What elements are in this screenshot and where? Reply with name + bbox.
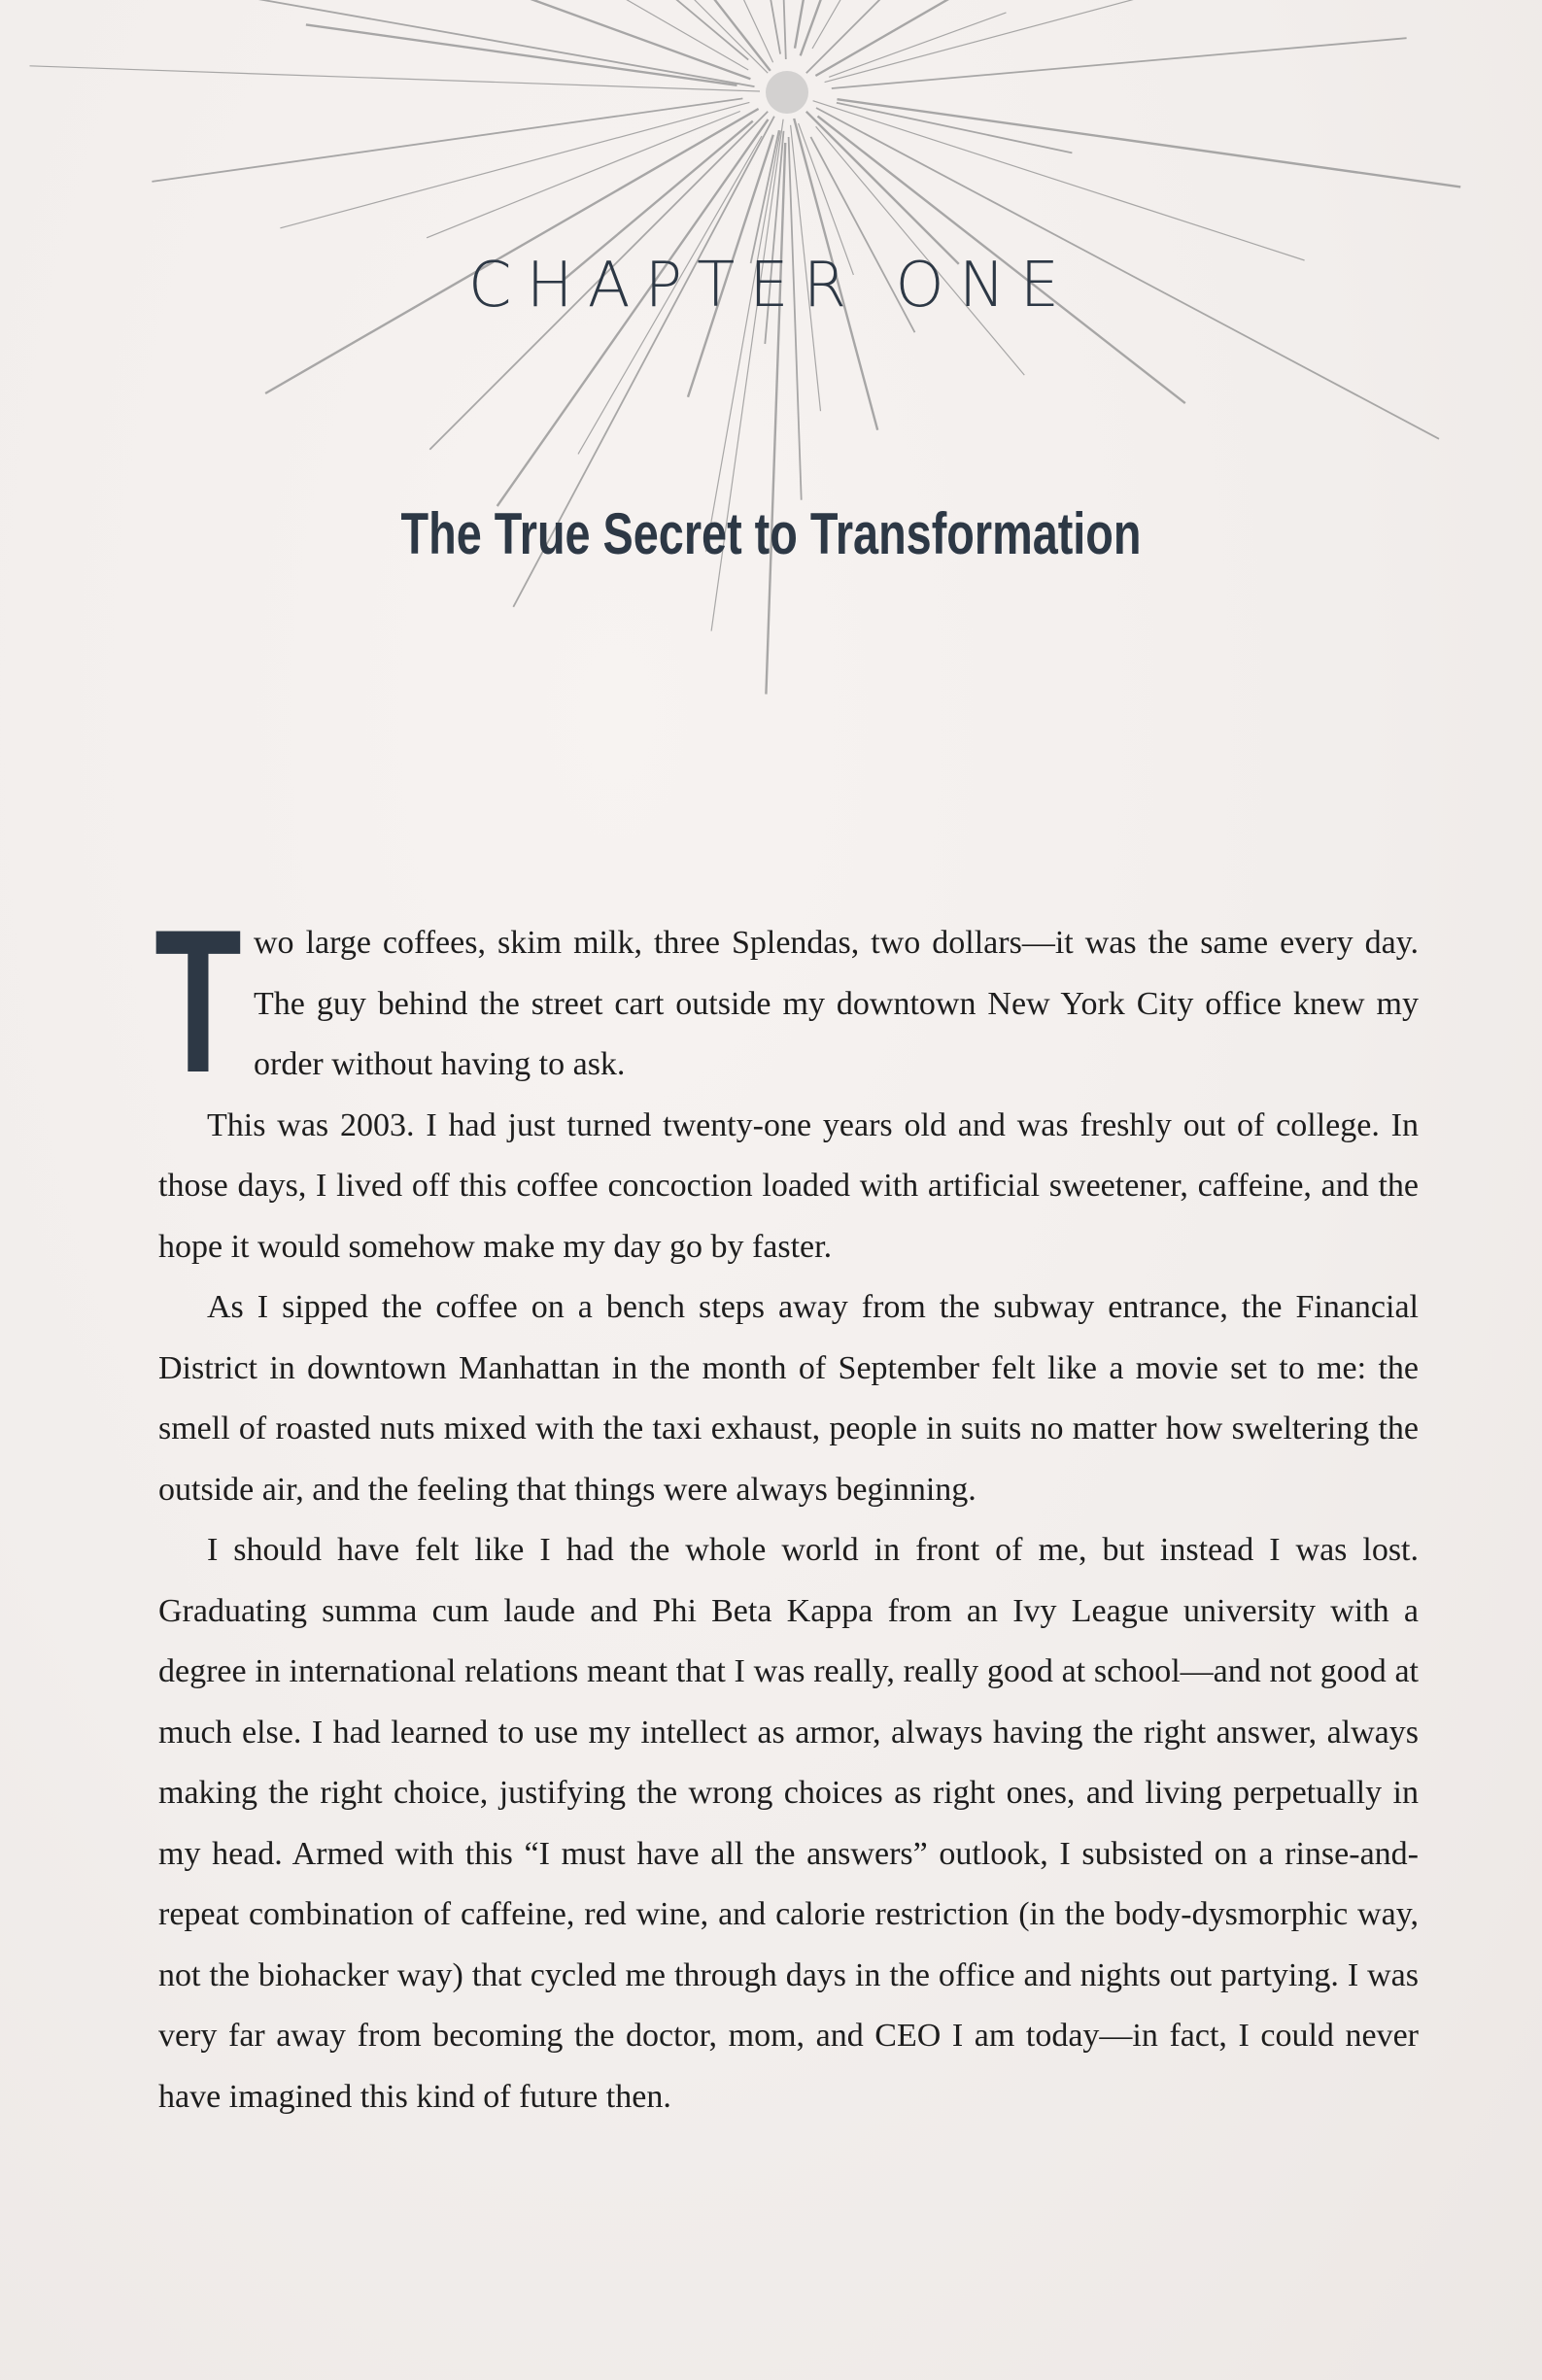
paragraph-3: As I sipped the coffee on a bench steps away from the subway entrance, the Financial District in downtown Manhattan in the month of September felt like a movie set to me: the smell of roasted nuts mixed with the taxi exhaust, people in suits no matter how sweltering the outside air, and the feeling that things were always beginning.: [158, 1289, 1419, 1508]
paragraph-4: I should have felt like I had the whole world in front of me, but instead I was lost. Graduating summa cum laude and Phi Beta Kappa from an Ivy League university with a degree in international relations meant that I was really, really good at school—and not good at much else. I had learned to use my intellect as armor, always having the right answer, always making the right choice, justifying the wrong choices as right ones, and living perpetually in my head. Armed with this “I must have all the answers” outlook, I subsisted on a rinse-and-repeat combination of caffeine, red wine, and calorie restriction (in the body-dysmorphic way, not the biohacker way) that cycled me through days in the office and nights out partying. I was very far away from becoming the doctor, mom, and CEO I am today—in fact, I could never have imagined this kind of future then.: [158, 1532, 1419, 2115]
sunburst-ray: [806, 0, 993, 73]
sunburst-ray: [680, 0, 773, 62]
sunburst-ray: [252, 0, 755, 86]
paragraph-2: This was 2003. I had just turned twenty-one years old and was freshly out of college. In those days, I lived off this coffee concoction loaded with artificial sweetener, caffeine, and the hope it would somehow make my day go by faster.: [158, 1106, 1419, 1265]
sunburst-ray: [838, 99, 1461, 187]
sunburst-ray: [751, 130, 779, 263]
chapter-title: The True Secret to Transformation: [400, 501, 1142, 566]
sunburst-ray: [581, 0, 768, 73]
sunburst-ray: [813, 101, 1305, 260]
sunburst-ray: [766, 143, 785, 695]
sunburst-ray: [350, 0, 749, 70]
sunburst-ray: [152, 98, 742, 181]
sunburst-ray: [806, 112, 959, 264]
sunburst-ray: [829, 13, 1006, 77]
paragraph-1-text: wo large coffees, skim milk, three Splendas, two dollars—it was the same every day. The guy behind the street cart outside my downtown New York City office knew my order without having to ask.: [254, 925, 1419, 1082]
sunburst-ray: [750, 0, 780, 54]
sunburst-ray: [280, 102, 749, 227]
sunburst-ray: [801, 0, 843, 55]
sunburst-ray: [306, 24, 737, 85]
drop-cap: T: [154, 887, 242, 1115]
paragraph-1: [154, 887, 1419, 1115]
sunburst-decoration: [0, 0, 1542, 777]
sunburst-ray: [427, 112, 740, 238]
chapter-body: [154, 887, 1419, 2127]
sunburst-ray: [815, 0, 1107, 76]
sunburst-ray: [837, 103, 1073, 153]
sunburst-ray: [812, 0, 899, 49]
sunburst-ray: [221, 0, 750, 79]
sunburst-ray: [584, 0, 771, 71]
sunburst-ray: [781, 0, 785, 59]
sunburst-ray: [795, 0, 821, 49]
sunburst-ray: [825, 0, 1276, 83]
sunburst-ray: [474, 0, 748, 60]
chapter-heading: CHAPTER ONE: [467, 250, 1075, 322]
sunburst-ray: [706, 130, 781, 551]
sunburst-ray: [832, 38, 1407, 88]
sunburst-ray: [30, 66, 761, 91]
